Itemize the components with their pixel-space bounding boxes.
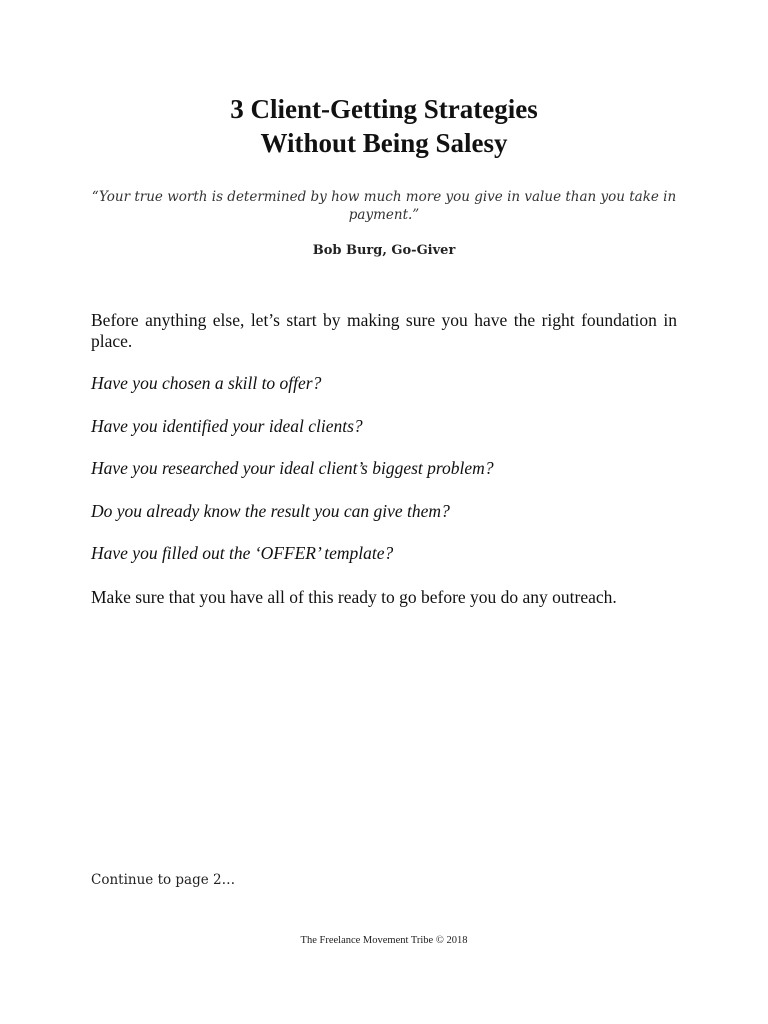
- closing-paragraph: Make sure that you have all of this ready to go before you do any outreach.: [91, 587, 617, 607]
- title-line-2: Without Being Salesy: [260, 128, 508, 158]
- intro-paragraph: Before anything else, let’s start by making sure you have the right foundation in place.: [91, 310, 677, 351]
- question-offer-template: Have you filled out the ‘OFFER’ template?: [91, 543, 394, 563]
- page-title: [0, 92, 768, 160]
- question-biggest-problem: Have you researched your ideal client’s biggest problem?: [91, 458, 494, 478]
- epigraph-quote: “Your true worth is determined by how much more you give in value than you take in payment.”: [91, 189, 677, 223]
- continue-note: Continue to page 2…: [91, 872, 236, 888]
- question-ideal-clients: Have you identified your ideal clients?: [91, 416, 363, 436]
- page-footer: The Freelance Movement Tribe © 2018: [300, 935, 468, 946]
- question-result: Do you already know the result you can give them?: [91, 501, 450, 521]
- title-line-1: 3 Client-Getting Strategies: [230, 94, 538, 124]
- quote-author: Bob Burg, Go-Giver: [312, 243, 456, 258]
- question-skill: Have you chosen a skill to offer?: [91, 373, 322, 393]
